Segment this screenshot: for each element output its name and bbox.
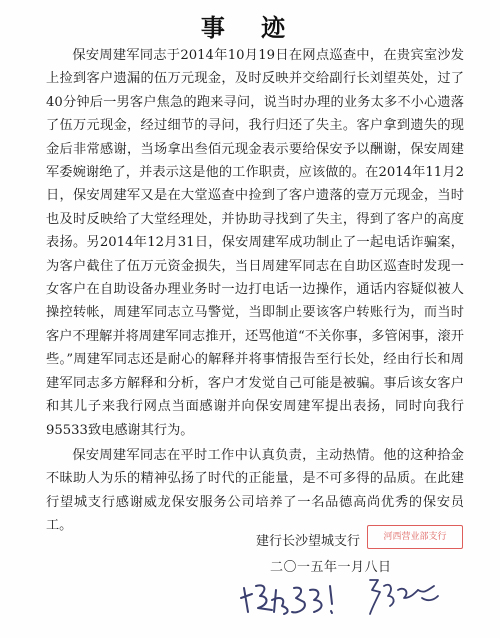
handwritten-endorsement xyxy=(238,578,348,620)
signature xyxy=(364,572,442,618)
document-title: 事 迹 xyxy=(200,13,300,42)
paragraph-1: 保安周建军同志于2014年10月19日在网点巡查中，在贵宾室沙发上捡到客户遗漏的伍万元现金，及时反映并交给副行长刘望英处，过了40分钟后一男客户焦急的跑来寻问，说当时办理的业务太多不小心遗落了伍万元现金，经过细节的寻问，我行归还了失主。客户拿到遗失的现金后非常感谢，当场拿出叁佰元现金表示要给保安予以酬谢，保安周建军委婉谢绝了，并表示这是他的工作职责，应该做的。在2014年11月2日，保安周建军又是在大堂巡查中捡到了客户遗落的壹万元现金，当时也及时反映给了大堂经理处，并协助寻找到了失主，得到了客户的高度表扬。另2014年12月31日，保安周建军成功制止了一起电话诈骗案，为客户截住了伍万元资金损失，当日周建军同志在自助区巡查时发现一女客户在自助设备办理业务时一边打电话一边操作，通话内容疑似被人操控转帐，周建军同志立马警觉，当即制止要该客户转账行为，而当时客户不理解并将周建军同志推开，还骂他道“不关你事，多管闲事，滚开些。”周建军同志还是耐心的解释并将事情报告至行长处，经由行长和周建军同志多方解释和分析，客户才发觉自己可能是被骗。事后该女客户和其儿子来我行网点当面感谢并向保安周建军提出表扬，同时向我行95533致电感谢其行为。 xyxy=(46,48,464,438)
paragraph-2: 保安周建军同志在平时工作中认真负责，主动热情。他的这种拾金不昧助人为乐的精神弘扬了时代的正能量，是不可多得的品质。在此建行望城支行感谢威龙保安服务公司培养了一名品德高尚优秀的保安员工。 xyxy=(46,447,464,534)
signer-organization: 建行长沙望城支行 xyxy=(256,534,361,549)
document-body xyxy=(46,44,464,538)
red-stamp: 河西营业部支行 xyxy=(367,525,463,549)
document-date: 二〇一五年一月八日 xyxy=(270,560,392,575)
